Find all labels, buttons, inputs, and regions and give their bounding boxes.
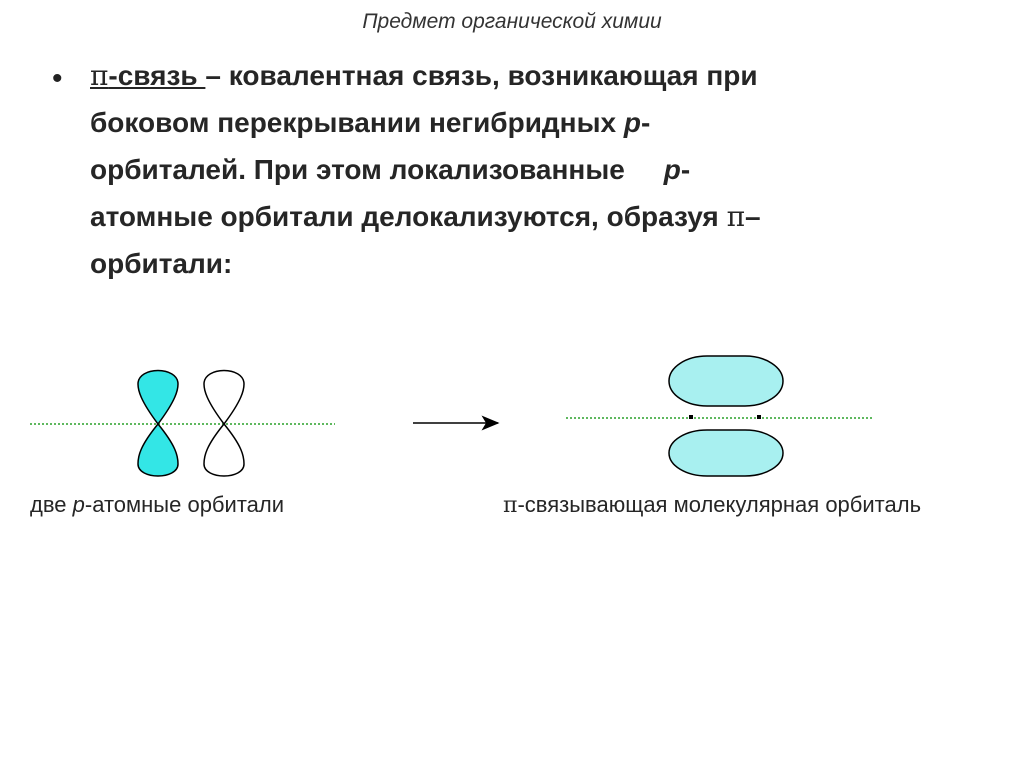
pi-bond-term: π-связь	[90, 59, 206, 92]
empty-p-orbital-top-lobe	[204, 371, 244, 425]
definition-line-3: орбиталей. При этом локализованные р-	[90, 154, 691, 185]
definition-line-2: боковом перекрывании негибридных р-	[90, 107, 651, 138]
caption-atomic-orbitals: две р-атомные орбитали	[30, 492, 285, 517]
nucleus-right	[757, 415, 761, 419]
pi-cloud-top	[669, 356, 783, 406]
empty-p-orbital-bottom-lobe	[204, 424, 244, 476]
pi-cloud-bottom	[669, 430, 783, 476]
nucleus-left	[689, 415, 693, 419]
caption-molecular-orbital: π-связывающая молекулярная орбиталь	[503, 492, 922, 518]
definition-line-4: атомные орбитали делокализуются, образуя π–	[90, 200, 761, 233]
definition-text	[90, 52, 950, 287]
filled-p-orbital-top-lobe	[138, 371, 178, 425]
filled-p-orbital-bottom-lobe	[138, 424, 178, 476]
definition-line-1: π-связь – ковалентная связь, возникающая при	[90, 59, 758, 92]
slide-title: Предмет органической химии	[362, 10, 662, 33]
definition-line-5: орбитали:	[90, 248, 233, 279]
orbital-diagram	[0, 350, 1024, 490]
bullet-icon: •	[52, 62, 63, 95]
